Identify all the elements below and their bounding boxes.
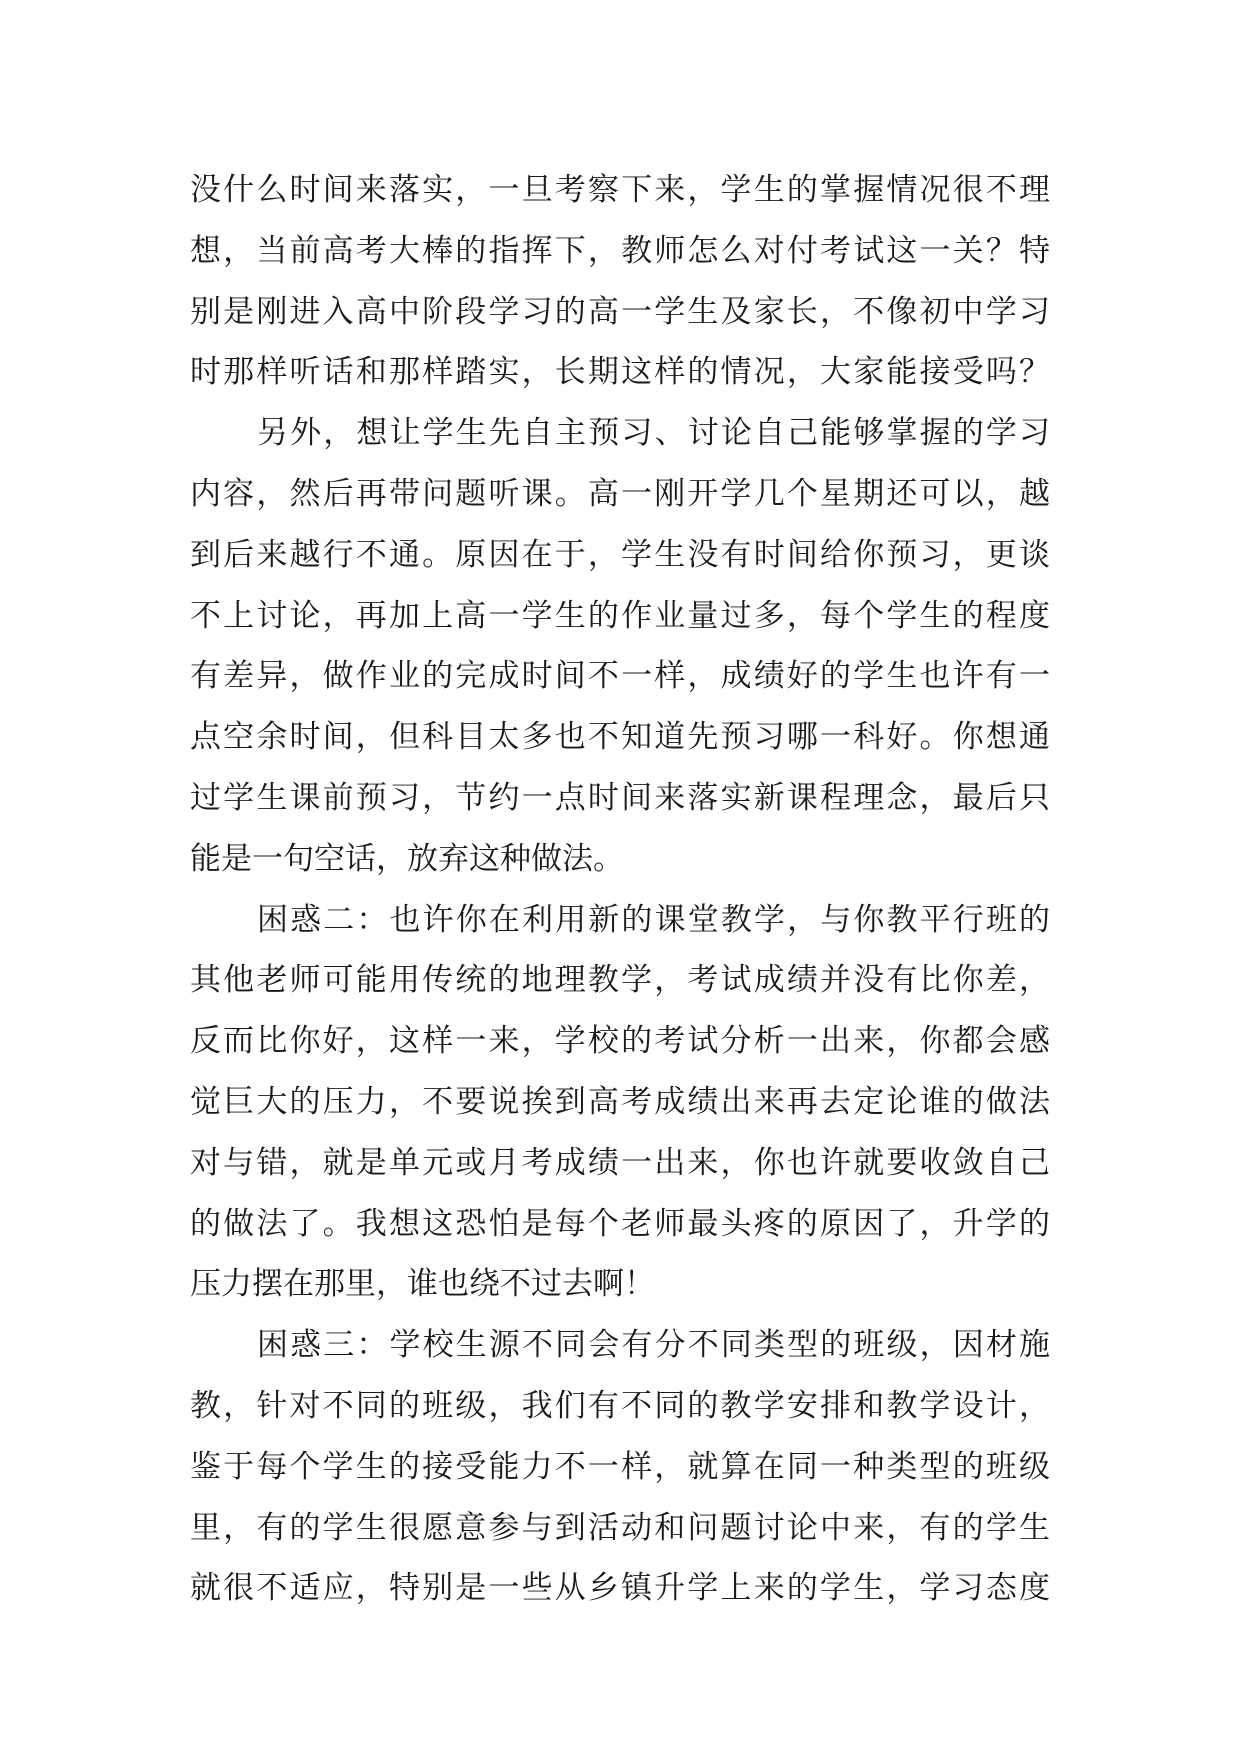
text-line: 对与错，就是单元或月考成绩一出来，你也许就要收敛自己 [190,1144,1050,1181]
text-line: 时那样听话和那样踏实，长期这样的情况，大家能接受吗？ [190,354,1050,391]
text-line: 教，针对不同的班级，我们有不同的教学安排和教学设计， [190,1387,1050,1424]
text-line: 内容，然后再带问题听课。高一刚开学几个星期还可以，越 [190,475,1050,512]
paragraph-first-line: 困惑二：也许你在利用新的课堂教学，与你教平行班的 [257,901,1050,938]
text-line: 压力摆在那里，谁也绕不过去啊！ [190,1266,655,1303]
text-line: 里，有的学生很愿意参与到活动和问题讨论中来，有的学生 [190,1509,1050,1546]
text-line: 反而比你好，这样一来，学校的考试分析一出来，你都会感 [190,1023,1050,1060]
paragraph-first-line: 困惑三：学校生源不同会有分不同类型的班级，因材施 [257,1327,1050,1364]
text-line: 想，当前高考大棒的指挥下，教师怎么对付考试这一关？特 [190,232,1050,269]
paragraph-first-line: 另外，想让学生先自主预习、讨论自己能够掌握的学习 [257,415,1050,452]
text-line: 有差异，做作业的完成时间不一样，成绩好的学生也许有一 [190,658,1050,695]
text-line: 其他老师可能用传统的地理教学，考试成绩并没有比你差， [190,962,1050,999]
text-line: 能是一句空话，放弃这种做法。 [190,840,624,877]
text-line: 鉴于每个学生的接受能力不一样，就算在同一种类型的班级 [190,1448,1050,1485]
text-line: 过学生课前预习，节约一点时间来落实新课程理念，最后只 [190,779,1050,816]
text-line: 就很不适应，特别是一些从乡镇升学上来的学生，学习态度 [190,1570,1050,1607]
text-line: 点空余时间，但科目太多也不知道先预习哪一科好。你想通 [190,719,1050,756]
text-line: 到后来越行不通。原因在于，学生没有时间给你预习，更谈 [190,536,1050,573]
text-line: 别是刚进入高中阶段学习的高一学生及家长，不像初中学习 [190,293,1050,330]
text-line: 的做法了。我想这恐怕是每个老师最头疼的原因了，升学的 [190,1205,1050,1242]
text-line: 不上讨论，再加上高一学生的作业量过多，每个学生的程度 [190,597,1050,634]
body-text [190,160,1050,1619]
text-line: 觉巨大的压力，不要说挨到高考成绩出来再去定论谁的做法 [190,1083,1050,1120]
text-line: 没什么时间来落实，一旦考察下来，学生的掌握情况很不理 [190,172,1050,208]
